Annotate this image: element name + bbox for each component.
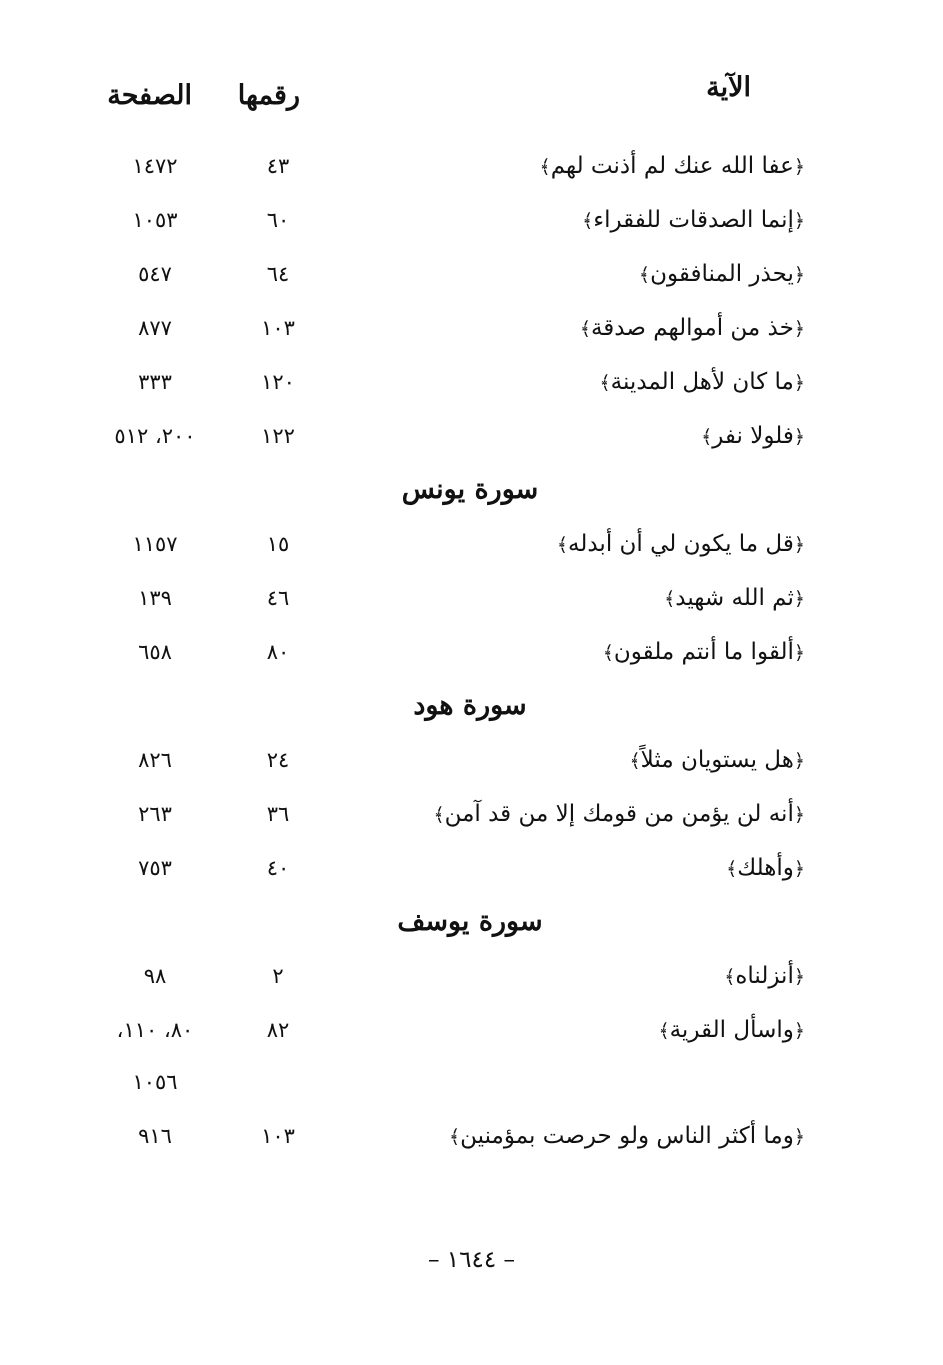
verse-text xyxy=(580,308,805,349)
surah-title: سورة يونس xyxy=(401,474,539,505)
verse-label: ثم الله شهيد xyxy=(675,585,794,611)
verse-label: وما أكثر الناس ولو حرصت بمؤمنين xyxy=(460,1123,794,1149)
verse-label: أنزلناه xyxy=(735,963,794,989)
close-bracket: ﴾ xyxy=(556,534,569,556)
verse-number: ٤٠ xyxy=(266,856,290,880)
index-row xyxy=(0,524,943,564)
close-bracket: ﴾ xyxy=(579,318,591,340)
open-bracket: ﴿ xyxy=(793,588,805,610)
verse-text xyxy=(449,1116,805,1157)
verse-number: ٨٠ xyxy=(266,640,290,664)
index-row xyxy=(0,146,943,186)
index-row xyxy=(0,1062,943,1102)
verse-label: عفا الله عنك لم أذنت لهم xyxy=(550,153,794,179)
page-reference: ٨٢٦ xyxy=(138,748,172,772)
verse-label: قل ما يكون لي أن أبدله xyxy=(568,531,794,557)
index-row xyxy=(0,200,943,240)
verse-text xyxy=(582,200,805,241)
verse-text xyxy=(603,632,805,673)
verse-label: خذ من أموالهم صدقة xyxy=(590,315,794,341)
open-bracket: ﴿ xyxy=(793,1126,805,1148)
open-bracket: ﴿ xyxy=(793,642,805,664)
page-reference: ٩١٦ xyxy=(138,1124,172,1148)
verse-text xyxy=(701,416,805,457)
index-row xyxy=(0,254,943,294)
surah-title: سورة يوسف xyxy=(397,906,543,937)
close-bracket: ﴾ xyxy=(602,642,614,664)
open-bracket: ﴿ xyxy=(793,966,805,988)
verse-label: وأهلك xyxy=(737,855,794,881)
close-bracket: ﴾ xyxy=(582,210,594,232)
verse-number: ٨٢ xyxy=(266,1018,290,1042)
page-reference: ٧٥٣ xyxy=(138,856,172,880)
page-column-header: الصفحة xyxy=(107,80,192,111)
verse-label: فلولا نفر xyxy=(712,423,794,449)
index-row xyxy=(0,740,943,780)
open-bracket: ﴿ xyxy=(793,372,805,394)
close-bracket: ﴾ xyxy=(539,156,551,178)
index-row xyxy=(0,956,943,996)
page-number: – ١٦٤٤ – xyxy=(427,1247,516,1273)
open-bracket: ﴿ xyxy=(793,858,805,880)
close-bracket: ﴾ xyxy=(724,966,736,988)
page-reference: ٩٨ xyxy=(143,964,167,988)
close-bracket: ﴾ xyxy=(664,588,676,610)
close-bracket: ﴾ xyxy=(638,264,651,286)
page-reference: ٦٥٨ xyxy=(138,640,172,664)
page-reference: ٥٤٧ xyxy=(138,262,172,286)
verse-number: ١٢٢ xyxy=(261,424,295,448)
verse-label: إنما الصدقات للفقراء xyxy=(593,207,794,233)
page-reference: ١٠٥٦ xyxy=(132,1070,178,1094)
verse-text xyxy=(726,848,805,889)
verse-number: ٢٤ xyxy=(266,748,290,772)
index-row xyxy=(0,578,943,618)
verse-column-header: الآية xyxy=(706,72,751,103)
index-row xyxy=(0,1116,943,1156)
index-row xyxy=(0,794,943,834)
open-bracket: ﴿ xyxy=(793,318,805,340)
verse-text xyxy=(600,362,806,403)
page-reference: ١٤٧٢ xyxy=(132,154,178,178)
open-bracket: ﴿ xyxy=(793,156,805,178)
page-reference: ٨٧٧ xyxy=(138,316,172,340)
verse-label: ألقوا ما أنتم ملقون xyxy=(613,639,794,665)
page-reference: ١٠٥٣ xyxy=(132,208,178,232)
verse-number: ١٥ xyxy=(266,532,290,556)
surah-title: سورة هود xyxy=(413,690,527,721)
page-reference: ٨٠، ١١٠، xyxy=(116,1018,194,1042)
index-row xyxy=(0,416,943,456)
verse-text xyxy=(658,1010,805,1051)
verse-number: ٤٣ xyxy=(266,154,290,178)
open-bracket: ﴿ xyxy=(793,264,805,286)
index-row xyxy=(0,632,943,672)
verse-text xyxy=(433,794,805,835)
verse-label: يحذر المنافقون xyxy=(650,261,794,287)
verse-number: ٣٦ xyxy=(266,802,290,826)
close-bracket: ﴾ xyxy=(449,1126,461,1148)
verse-text xyxy=(557,524,805,565)
page-reference: ١١٥٧ xyxy=(132,532,178,556)
verse-text xyxy=(724,956,805,997)
close-bracket: ﴾ xyxy=(629,750,641,772)
verse-number: ١٢٠ xyxy=(261,370,295,394)
index-row xyxy=(0,308,943,348)
index-row xyxy=(0,1010,943,1050)
verse-text xyxy=(639,254,805,295)
open-bracket: ﴿ xyxy=(793,210,805,232)
verse-number: ٤٦ xyxy=(266,586,290,610)
close-bracket: ﴾ xyxy=(599,372,611,394)
page-reference: ٢٠٠، ٥١٢ xyxy=(114,424,196,448)
verse-label: واسأل القرية xyxy=(669,1017,794,1043)
close-bracket: ﴾ xyxy=(433,804,445,826)
open-bracket: ﴿ xyxy=(793,426,805,448)
verse-number: ١٠٣ xyxy=(261,1124,295,1148)
verse-label: أنه لن يؤمن من قومك إلا من قد آمن xyxy=(444,801,794,827)
verse-label: ما كان لأهل المدينة xyxy=(610,369,794,395)
index-row xyxy=(0,362,943,402)
open-bracket: ﴿ xyxy=(793,534,805,556)
page-reference: ٣٣٣ xyxy=(138,370,172,394)
index-row xyxy=(0,848,943,888)
verse-number: ٦٤ xyxy=(266,262,290,286)
verse-number: ٢ xyxy=(272,964,284,988)
page-reference: ١٣٩ xyxy=(138,586,172,610)
open-bracket: ﴿ xyxy=(793,750,805,772)
verse-text xyxy=(664,578,805,619)
verse-text xyxy=(630,740,805,781)
verse-number: ١٠٣ xyxy=(261,316,295,340)
close-bracket: ﴾ xyxy=(701,426,713,448)
open-bracket: ﴿ xyxy=(793,1020,805,1042)
open-bracket: ﴿ xyxy=(793,804,805,826)
close-bracket: ﴾ xyxy=(726,858,738,880)
page-reference: ٢٦٣ xyxy=(138,802,172,826)
number-column-header: رقمها xyxy=(237,80,300,111)
verse-number: ٦٠ xyxy=(266,208,290,232)
verse-label: هل يستويان مثلاً xyxy=(640,747,794,773)
close-bracket: ﴾ xyxy=(658,1020,670,1042)
verse-text xyxy=(540,146,805,187)
